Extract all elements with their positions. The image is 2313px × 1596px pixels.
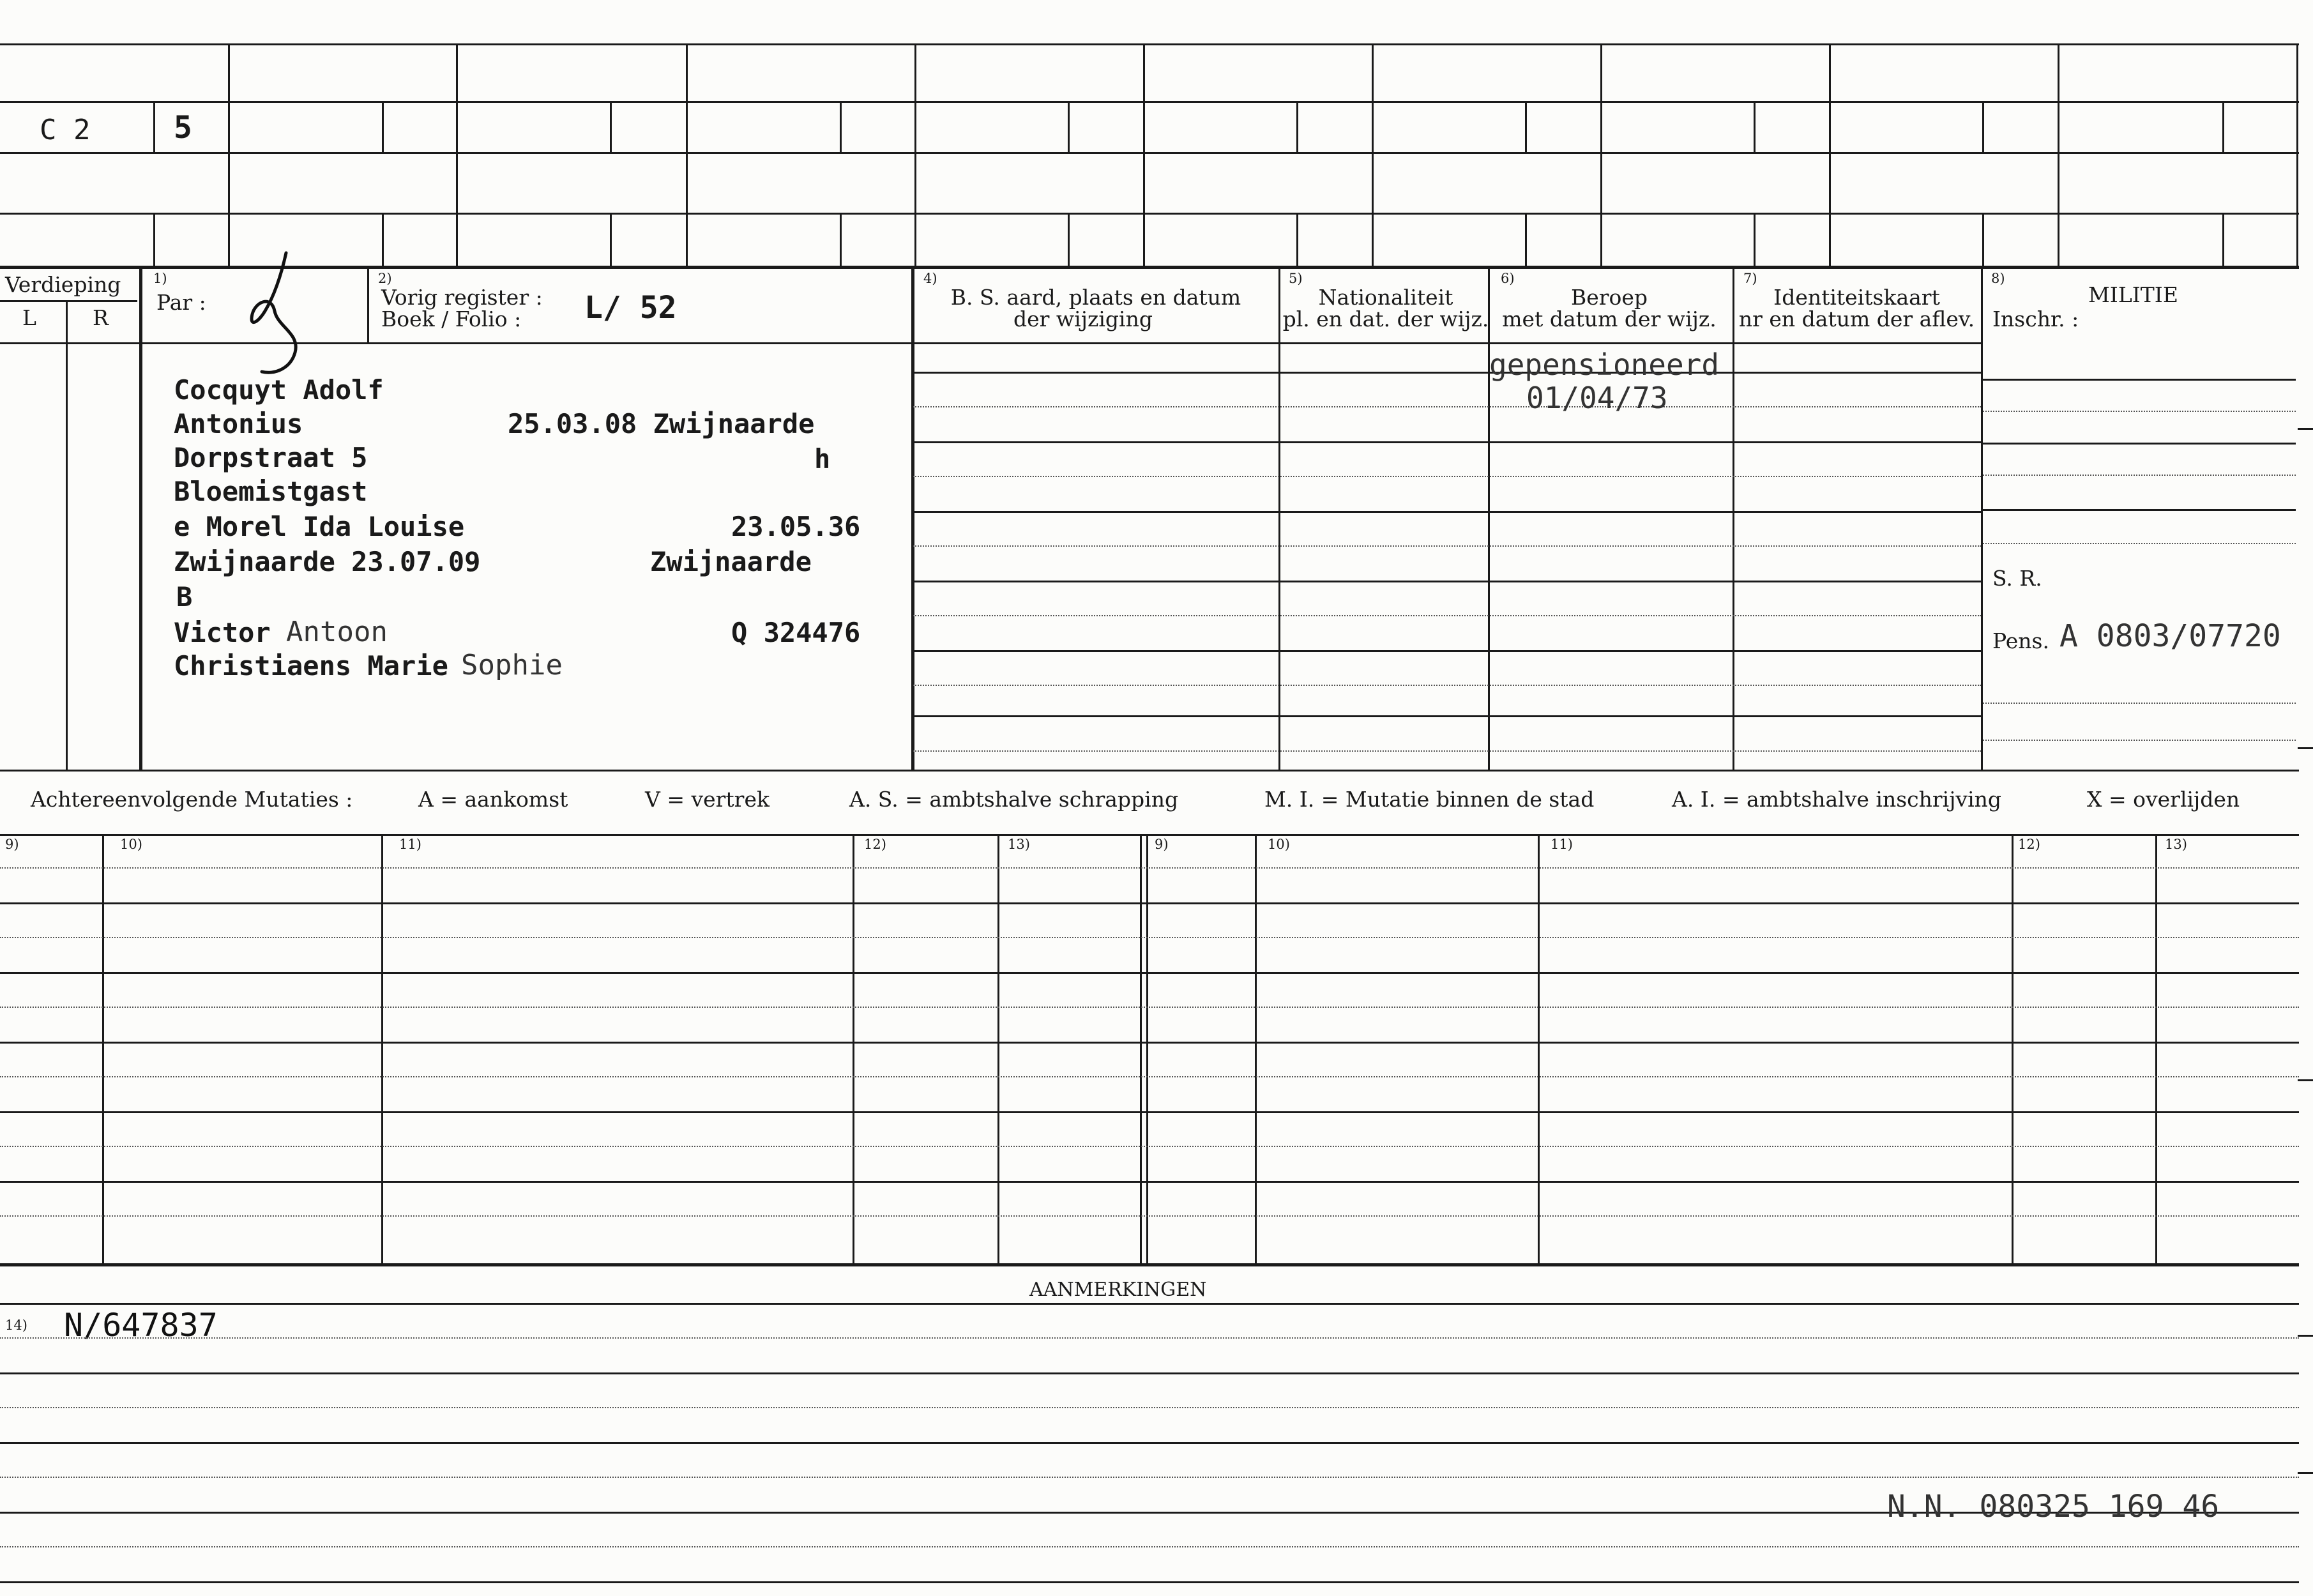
person-spouse: e Morel Ida Louise <box>174 511 465 542</box>
mut-col-line <box>2155 835 2157 1265</box>
top-grid-col <box>1829 43 1831 267</box>
par-num: 1) <box>153 271 167 286</box>
margin-tick <box>2298 1335 2313 1337</box>
person-marriage-place-2: Zwijnaarde <box>650 546 812 577</box>
top-grid-subcol <box>610 213 612 267</box>
id-label-1: Identiteitskaart <box>1773 285 1940 310</box>
nat-label-1: Nationaliteit <box>1318 285 1453 310</box>
mut-col-line <box>1146 835 1148 1265</box>
mut-row-line <box>0 1111 2299 1113</box>
militie-line <box>1983 379 2296 381</box>
beroep-label-1: Beroep <box>1570 285 1648 310</box>
militie-line <box>1983 740 2296 741</box>
person-father-hand: Antoon <box>286 616 388 648</box>
person-marriage-place: Zwijnaarde 23.07.09 <box>174 546 481 577</box>
beroep-border <box>1733 267 1734 770</box>
margin-tick <box>2298 1472 2313 1474</box>
nat-num: 5) <box>1289 271 1303 286</box>
series-number: 5 <box>174 110 192 146</box>
mut-row-line <box>0 1215 2299 1217</box>
beroep-date: 01/04/73 <box>1526 381 1668 415</box>
top-grid-subcol <box>1068 101 1070 152</box>
mut-col-line <box>381 835 383 1265</box>
vorig-value: L/ 52 <box>584 290 677 326</box>
table-line <box>913 441 1981 443</box>
mut-row-line <box>0 1076 2299 1077</box>
vorig-label-2: Boek / Folio : <box>381 307 522 331</box>
top-grid-col <box>914 43 916 267</box>
mut-col-line <box>2012 835 2013 1265</box>
top-grid-line <box>0 101 2299 103</box>
militie-line <box>1983 703 2296 704</box>
top-grid-subcol <box>1296 213 1298 267</box>
top-grid-subcol <box>840 213 842 267</box>
mut-bottom-line <box>0 1263 2299 1266</box>
verdieping-l: L <box>22 305 36 330</box>
top-grid-col <box>456 43 458 267</box>
person-code: Q 324476 <box>731 617 861 648</box>
table-line <box>913 685 1981 686</box>
mut-row-line <box>0 1042 2299 1044</box>
id-label-2: nr en datum der aflev. <box>1738 307 1975 331</box>
person-father: Victor <box>174 617 271 648</box>
table-line <box>913 372 1981 374</box>
militie-label: MILITIE <box>2088 282 2178 307</box>
bs-border <box>1278 267 1280 770</box>
mut-col-line <box>1255 835 1257 1265</box>
legend-title: Achtereenvolgende Mutaties : <box>31 787 353 812</box>
top-grid-line <box>0 266 2299 269</box>
top-grid-line <box>0 213 2299 215</box>
remarks-line <box>0 1442 2299 1444</box>
person-b: B <box>176 581 193 612</box>
top-grid-col <box>228 43 230 267</box>
mut-col-header: 10) <box>120 837 142 852</box>
top-grid-subcol <box>1982 213 1984 267</box>
sr-label: S. R. <box>1992 566 2042 591</box>
top-grid-subcol <box>382 101 384 152</box>
pens-value: A 0803/07720 <box>2059 618 2281 654</box>
series-code: C 2 <box>40 114 91 146</box>
margin-tick <box>2298 1079 2313 1081</box>
person-spouse-date: 23.05.36 <box>731 511 861 542</box>
remarks-title: AANMERKINGEN <box>1029 1279 1207 1301</box>
top-grid-col <box>1372 43 1374 267</box>
top-grid-line <box>0 43 2299 45</box>
margin-tick <box>2298 747 2313 749</box>
beroep-value: gepensioneerd <box>1489 347 1720 382</box>
verdieping-split <box>66 300 68 770</box>
legend-item: X = overlijden <box>2087 787 2240 812</box>
top-grid-subcol <box>1754 213 1756 267</box>
bs-label-2: der wijziging <box>1013 307 1153 331</box>
mut-col-header: 10) <box>1268 837 1290 852</box>
militie-line <box>1983 543 2296 544</box>
militie-line <box>1983 411 2296 412</box>
militie-num: 8) <box>1991 271 2005 286</box>
mut-row-line <box>0 1007 2299 1008</box>
vorig-num: 2) <box>378 271 392 286</box>
mut-col-line <box>102 835 104 1265</box>
top-grid-subcol <box>153 213 155 267</box>
remarks-num: 14) <box>5 1318 27 1333</box>
mut-col-header: 11) <box>399 837 421 852</box>
top-grid-subcol <box>153 101 155 152</box>
pen-mark-icon <box>236 250 313 378</box>
person-mother-hand: Sophie <box>461 649 563 681</box>
remarks-line <box>0 1372 2299 1374</box>
mut-row-line <box>0 902 2299 904</box>
mut-col-header: 9) <box>5 837 19 852</box>
mut-col-header: 11) <box>1551 837 1573 852</box>
top-grid-col <box>1600 43 1602 267</box>
vorig-label-1: Vorig register : <box>381 285 543 310</box>
mut-row-line <box>0 937 2299 938</box>
mut-row-line <box>0 1146 2299 1147</box>
par-border <box>367 267 369 342</box>
table-line <box>913 511 1981 513</box>
top-grid-subcol <box>1525 213 1527 267</box>
top-grid-subcol <box>1525 101 1527 152</box>
militie-line <box>1983 475 2296 476</box>
legend-item: A. I. = ambtshalve inschrijving <box>1672 787 2002 812</box>
verdieping-r: R <box>93 305 109 330</box>
table-line <box>913 750 1981 752</box>
top-grid-subcol <box>1296 101 1298 152</box>
top-grid-col <box>686 43 688 267</box>
mut-col-header: 12) <box>2018 837 2040 852</box>
mut-col-line <box>1538 835 1540 1265</box>
mut-col-header: 13) <box>1008 837 1030 852</box>
top-grid-col <box>1143 43 1145 267</box>
person-address: Dorpstraat 5 <box>174 442 368 473</box>
table-line <box>913 650 1981 652</box>
person-surname: Cocquyt Adolf <box>174 374 384 406</box>
bs-num: 4) <box>923 271 937 286</box>
top-grid-subcol <box>2222 213 2224 267</box>
remarks-value: N/647837 <box>64 1307 218 1344</box>
middle-bottom-line <box>0 770 2299 771</box>
remarks-line <box>0 1477 2299 1478</box>
top-grid-subcol <box>1068 213 1070 267</box>
legend-item: A = aankomst <box>418 787 568 812</box>
table-line <box>913 545 1981 547</box>
top-grid-subcol <box>2222 101 2224 152</box>
legend-bottom-line <box>0 834 2299 836</box>
national-number: N.N. 080325 169 46 <box>1887 1489 2220 1524</box>
table-line <box>913 615 1981 616</box>
mut-col-header: 12) <box>864 837 886 852</box>
verdieping-border <box>139 267 142 770</box>
person-occupation: Bloemistgast <box>174 476 368 507</box>
remarks-line <box>0 1581 2299 1583</box>
verdieping-divider <box>0 300 137 302</box>
mut-col-line <box>853 835 854 1265</box>
militie-line <box>1983 443 2296 445</box>
top-grid-subcol <box>1982 101 1984 152</box>
table-line <box>913 715 1981 717</box>
table-line <box>913 581 1981 582</box>
id-num: 7) <box>1743 271 1757 286</box>
table-line <box>913 406 1981 407</box>
top-grid-subcol <box>382 213 384 267</box>
mut-col-header: 13) <box>2165 837 2187 852</box>
remarks-line <box>0 1407 2299 1408</box>
main-border <box>911 267 914 770</box>
margin-tick <box>2298 428 2313 430</box>
remarks-line <box>0 1546 2299 1547</box>
bs-label-1: B. S. aard, plaats en datum <box>950 285 1241 310</box>
mut-col-line <box>997 835 999 1265</box>
remarks-line <box>0 1337 2299 1339</box>
top-grid-subcol <box>1754 101 1756 152</box>
person-name: Antonius <box>174 408 303 439</box>
top-grid-subcol <box>840 101 842 152</box>
mut-row-line <box>0 1181 2299 1183</box>
beroep-num: 6) <box>1501 271 1515 286</box>
mut-col-line <box>1140 835 1142 1265</box>
beroep-label-2: met datum der wijz. <box>1502 307 1717 331</box>
nat-label-2: pl. en dat. der wijz. <box>1282 307 1489 331</box>
top-grid-col <box>2058 43 2059 267</box>
legend-item: A. S. = ambtshalve schrapping <box>849 787 1179 812</box>
table-line <box>913 476 1981 477</box>
top-grid-col <box>2296 43 2298 267</box>
top-grid-line <box>0 152 2299 154</box>
mut-row-line <box>0 972 2299 974</box>
par-label: Par : <box>156 290 206 315</box>
verdieping-label: Verdieping <box>5 272 121 297</box>
pens-label: Pens. <box>1992 628 2049 653</box>
id-border <box>1981 267 1983 770</box>
mut-col-header: 9) <box>1155 837 1169 852</box>
remarks-line <box>0 1303 2299 1305</box>
legend-item: V = vertrek <box>645 787 770 812</box>
top-grid-subcol <box>610 101 612 152</box>
inschr-label: Inschr. : <box>1992 307 2079 331</box>
mut-row-line <box>0 867 2299 869</box>
person-mother: Christiaens Marie <box>174 650 448 681</box>
person-h: h <box>814 443 831 475</box>
legend-item: M. I. = Mutatie binnen de stad <box>1264 787 1595 812</box>
militie-line <box>1983 509 2296 511</box>
nat-border <box>1488 267 1490 770</box>
person-birth: 25.03.08 Zwijnaarde <box>508 408 815 439</box>
